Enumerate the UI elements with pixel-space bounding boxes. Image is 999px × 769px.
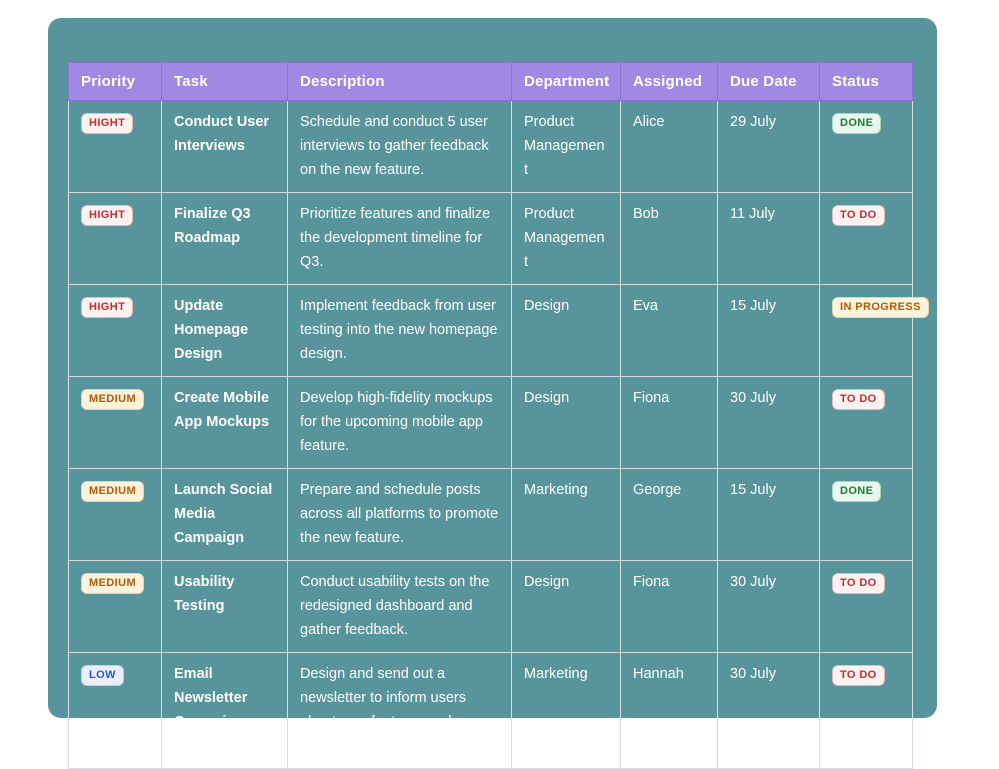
table-row: [69, 285, 913, 377]
description-cell: Prepare and schedule posts across all platforms to promote the new feature.: [288, 469, 512, 561]
priority-badge: MEDIUM: [81, 389, 144, 410]
priority-badge: HIGHT: [81, 297, 133, 318]
status-badge: DONE: [832, 481, 881, 502]
task-table: [68, 62, 921, 769]
priority-cell: [69, 561, 162, 653]
task-cell: Email Newsletter Campaign: [162, 653, 288, 769]
column-header-description: Description: [288, 63, 512, 101]
assigned-cell: George: [621, 469, 718, 561]
status-badge: TO DO: [832, 665, 885, 686]
priority-cell: [69, 653, 162, 769]
task-cell: Finalize Q3 Roadmap: [162, 193, 288, 285]
status-cell: [820, 653, 913, 769]
priority-badge: MEDIUM: [81, 573, 144, 594]
due-date-cell: 30 July: [718, 653, 820, 769]
status-cell: [820, 101, 913, 193]
table-row: [69, 653, 913, 769]
status-badge: TO DO: [832, 389, 885, 410]
table-row: [69, 101, 913, 193]
status-badge: DONE: [832, 113, 881, 134]
priority-badge: HIGHT: [81, 205, 133, 226]
priority-cell: [69, 469, 162, 561]
status-badge: TO DO: [832, 573, 885, 594]
table-row: [69, 193, 913, 285]
task-cell: Create Mobile App Mockups: [162, 377, 288, 469]
table-row: [69, 377, 913, 469]
column-header-status: Status: [820, 63, 913, 101]
assigned-cell: Bob: [621, 193, 718, 285]
due-date-cell: 29 July: [718, 101, 820, 193]
priority-badge: HIGHT: [81, 113, 133, 134]
department-cell: Marketing: [512, 469, 621, 561]
due-date-cell: 30 July: [718, 561, 820, 653]
assigned-cell: Hannah: [621, 653, 718, 769]
table-row: [69, 561, 913, 653]
priority-cell: [69, 193, 162, 285]
column-header-assigned: Assigned: [621, 63, 718, 101]
column-header-department: Department: [512, 63, 621, 101]
status-cell: [820, 469, 913, 561]
assigned-cell: Eva: [621, 285, 718, 377]
status-cell: [820, 285, 921, 377]
table-row: [69, 469, 913, 561]
task-cell: Conduct User Interviews: [162, 101, 288, 193]
due-date-cell: 11 July: [718, 193, 820, 285]
priority-cell: [69, 285, 162, 377]
column-header-priority: Priority: [69, 63, 162, 101]
department-cell: Design: [512, 285, 621, 377]
priority-cell: [69, 377, 162, 469]
priority-cell: [69, 101, 162, 193]
task-cell: Launch Social Media Campaign: [162, 469, 288, 561]
column-header-task: Task: [162, 63, 288, 101]
description-cell: Prioritize features and finalize the development timeline for Q3.: [288, 193, 512, 285]
assigned-cell: Alice: [621, 101, 718, 193]
header-row: [69, 63, 913, 101]
status-cell: [820, 193, 913, 285]
description-cell: Develop high-fidelity mockups for the upcoming mobile app feature.: [288, 377, 512, 469]
department-cell: Design: [512, 377, 621, 469]
description-cell: Implement feedback from user testing into the new homepage design.: [288, 285, 512, 377]
description-cell: Schedule and conduct 5 user interviews to gather feedback on the new feature.: [288, 101, 512, 193]
status-badge: TO DO: [832, 205, 885, 226]
column-header-due-date: Due Date: [718, 63, 820, 101]
priority-badge: MEDIUM: [81, 481, 144, 502]
due-date-cell: 15 July: [718, 285, 820, 377]
task-cell: Update Homepage Design: [162, 285, 288, 377]
status-cell: [820, 561, 913, 653]
status-cell: [820, 377, 913, 469]
status-badge: IN PROGRESS: [832, 297, 929, 318]
task-board-card: [48, 18, 937, 754]
department-cell: Marketing: [512, 653, 621, 769]
assigned-cell: Fiona: [621, 377, 718, 469]
department-cell: Product Management: [512, 101, 621, 193]
department-cell: Design: [512, 561, 621, 653]
due-date-cell: 30 July: [718, 377, 820, 469]
priority-badge: LOW: [81, 665, 124, 686]
description-cell: Design and send out a newsletter to inform users about new features and updates.: [288, 653, 512, 769]
assigned-cell: Fiona: [621, 561, 718, 653]
task-cell: Usability Testing: [162, 561, 288, 653]
description-cell: Conduct usability tests on the redesigned dashboard and gather feedback.: [288, 561, 512, 653]
department-cell: Product Management: [512, 193, 621, 285]
due-date-cell: 15 July: [718, 469, 820, 561]
